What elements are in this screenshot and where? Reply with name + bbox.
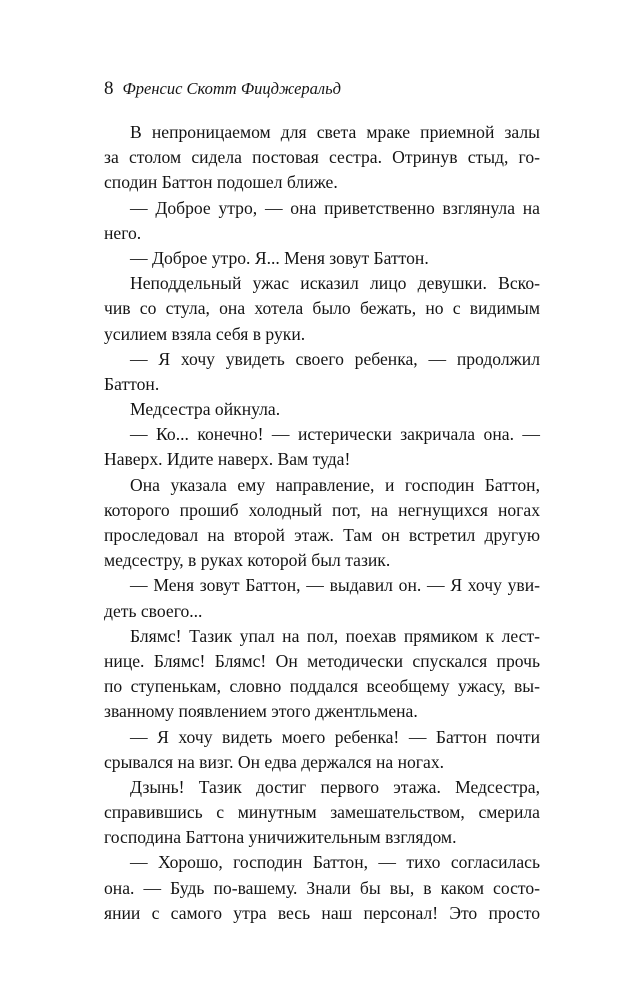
text-line: — Я хочу увидеть своего ребенка, — продолжил: [130, 348, 540, 369]
text-line: за столом сидела постовая сестра. Отринув стыд, го-: [104, 147, 540, 168]
text-line: проследовал на второй этаж. Там он встретил другую: [104, 525, 540, 545]
text-line: званному появлением этого джентльмена.: [104, 701, 418, 722]
text-line: деть своего...: [104, 600, 203, 621]
text-line: — Хорошо, господин Баттон, — тихо согласилась: [130, 852, 540, 873]
text-line: него.: [104, 222, 142, 243]
text-line: чив со стула, она хотела было бежать, но с видимым: [104, 298, 540, 319]
text-line: нице. Блямс! Блямс! Он методически спускался прочь: [104, 650, 540, 671]
text-line: Баттон.: [104, 373, 160, 394]
text-line: Дзынь! Тазик достиг первого этажа. Медсестра,: [130, 776, 540, 797]
text-line: Неподдельный ужас исказил лицо девушки. Вско-: [130, 273, 540, 294]
text-line: — Ко... конечно! — истерически закричала она. —: [130, 424, 540, 445]
text-line: Блямс! Тазик упал на пол, поехав прямиком к лест-: [130, 625, 540, 646]
text-line: — Меня зовут Баттон, — выдавил он. — Я хочу уви-: [130, 575, 540, 596]
running-title: Френсис Скотт Фицджеральд: [122, 79, 341, 98]
body-text: [104, 120, 540, 926]
text-line: Она указала ему направление, и господин Баттон,: [130, 474, 540, 495]
text-line: по ступенькам, словно поддался всеобщему ужасу, вы-: [104, 676, 540, 697]
text-line: справившись с минутным замешательством, смерила: [104, 802, 540, 823]
text-line: В непроницаемом для света мраке приемной залы: [130, 122, 540, 142]
text-line: — Я хочу видеть моего ребенка! — Баттон почти: [130, 726, 540, 747]
text-line: — Доброе утро. Я... Меня зовут Баттон.: [130, 247, 429, 268]
text-line: срывался на визг. Он едва держался на ногах.: [104, 751, 445, 772]
text-line: сподин Баттон подошел ближе.: [104, 172, 338, 193]
text-line: которого прошиб холодный пот, на негнущихся ногах: [104, 499, 540, 520]
text-line: Медсестра ойкнула.: [130, 399, 281, 420]
text-line: — Доброе утро, — она приветственно взглянула на: [130, 197, 540, 218]
text-line: господина Баттона уничижительным взглядом.: [104, 827, 457, 848]
text-line: усилием взяла себя в руки.: [104, 323, 306, 344]
text-line: Наверх. Идите наверх. Вам туда!: [104, 449, 351, 470]
text-line: медсестру, в руках которой был тазик.: [104, 550, 391, 571]
text-line: она. — Будь по-вашему. Знали бы вы, в каком состо-: [104, 877, 540, 898]
text-line: янии с самого утра весь наш персонал! Это просто: [104, 902, 540, 923]
page-number: 8: [104, 78, 114, 99]
running-head: [104, 76, 341, 103]
